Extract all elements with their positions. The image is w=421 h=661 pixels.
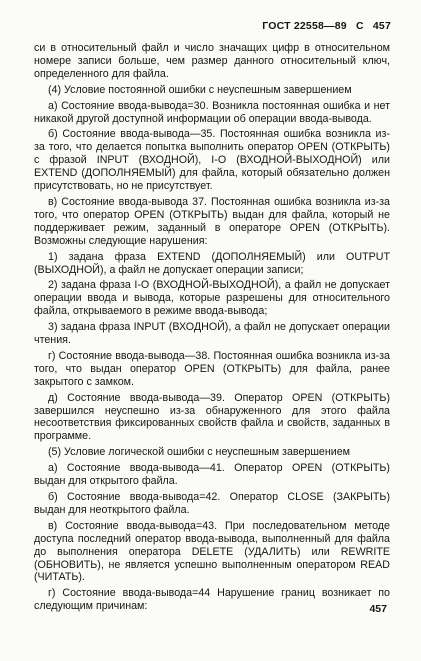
running-header bbox=[256, 20, 391, 32]
paragraph: в) Состояние ввода-вывода=43. При последовательном методе доступа последний оператор ввода-вывода, выполненный для файла до выполнения оператора DELETE (УДАЛИТЬ) или REWRITE (ОБНОВИТЬ), не является успешно выполненным оператором READ (ЧИТАТЬ). bbox=[34, 519, 390, 584]
paragraph: г) Состояние ввода-вывода=44 Нарушение границ возникает по следующим причинам: bbox=[34, 587, 390, 613]
list-item: 1) задана фраза EXTEND (ДОПОЛНЯЕМЫЙ) или OUTPUT (ВЫХОДНОЙ), а файл не допускает операции записи; bbox=[34, 250, 390, 276]
paragraph: г) Состояние ввода-вывода—38. Постоянная ошибка возникла из-за того, что выдан оператор OPEN (ОТКРЫТЬ) для файла, ранее закрытого с замком. bbox=[34, 349, 390, 388]
body-text bbox=[34, 42, 390, 616]
paragraph: а) Состояние ввода-вывода=30. Возникла постоянная ошибка и нет никакой другой доступной информации об операции ввода-вывода. bbox=[34, 99, 390, 125]
header-page-number: 457 bbox=[372, 20, 391, 32]
paragraph: б) Состояние ввода-вывода—35. Постоянная ошибка возникла из-за того, что делается попытка выполнить оператор OPEN (ОТКРЫТЬ) с фразой INPUT (ВХОДНОЙ), I-O (ВХОДНОЙ-ВЫХОДНОЙ) или EXTEND (ДОПОЛНЯЕМЫЙ) для файла, который обязательно должен присутствовать, но не присутствует. bbox=[34, 128, 390, 193]
list-item: 3) задана фраза INPUT (ВХОДНОЙ), а файл не допускает операции чтения. bbox=[34, 321, 390, 347]
list-item: 2) задана фраза I-O (ВХОДНОЙ-ВЫХОДНОЙ), а файл не допускает операции ввода и вывода, которые разрешены для относительного файла, открываемого в режиме ввода-вывода; bbox=[34, 279, 390, 318]
paragraph: в) Состояние ввода-вывода 37. Постоянная ошибка возникла из-за того, что оператор OPEN (ОТКРЫТЬ) выдан для файла, который не поддерживает режим, заданный в операторе OPEN (ОТКРЫТЬ). Возможны следующие нарушения: bbox=[34, 195, 390, 247]
page-number: 457 bbox=[369, 603, 387, 615]
header-label: С bbox=[355, 20, 364, 32]
section-heading: (4) Условие постоянной ошибки с неуспешным завершением bbox=[48, 83, 352, 96]
paragraph: си в относительный файл и число значащих цифр в относительном номере записи больше, чем размер данного относительный ключ, определенного для файла. bbox=[34, 42, 390, 80]
paragraph: д) Состояние ввода-вывода—39. Оператор OPEN (ОТКРЫТЬ) завершился неуспешно из-за обнаруженного для этого файла несоответствия фиксированных свойств файла и свойств, заданных в программе. bbox=[34, 391, 390, 443]
section-heading: (5) Условие логической ошибки с неуспешным завершением bbox=[48, 446, 351, 459]
paragraph: а) Состояние ввода-вывода—41. Оператор OPEN (ОТКРЫТЬ) выдан для открытого файла. bbox=[34, 462, 390, 488]
standard-number: ГОСТ 22558—89 bbox=[262, 20, 347, 32]
paragraph: б) Состояние ввода-вывода=42. Оператор CLOSE (ЗАКРЫТЬ) выдан для неоткрытого файла. bbox=[34, 491, 390, 516]
